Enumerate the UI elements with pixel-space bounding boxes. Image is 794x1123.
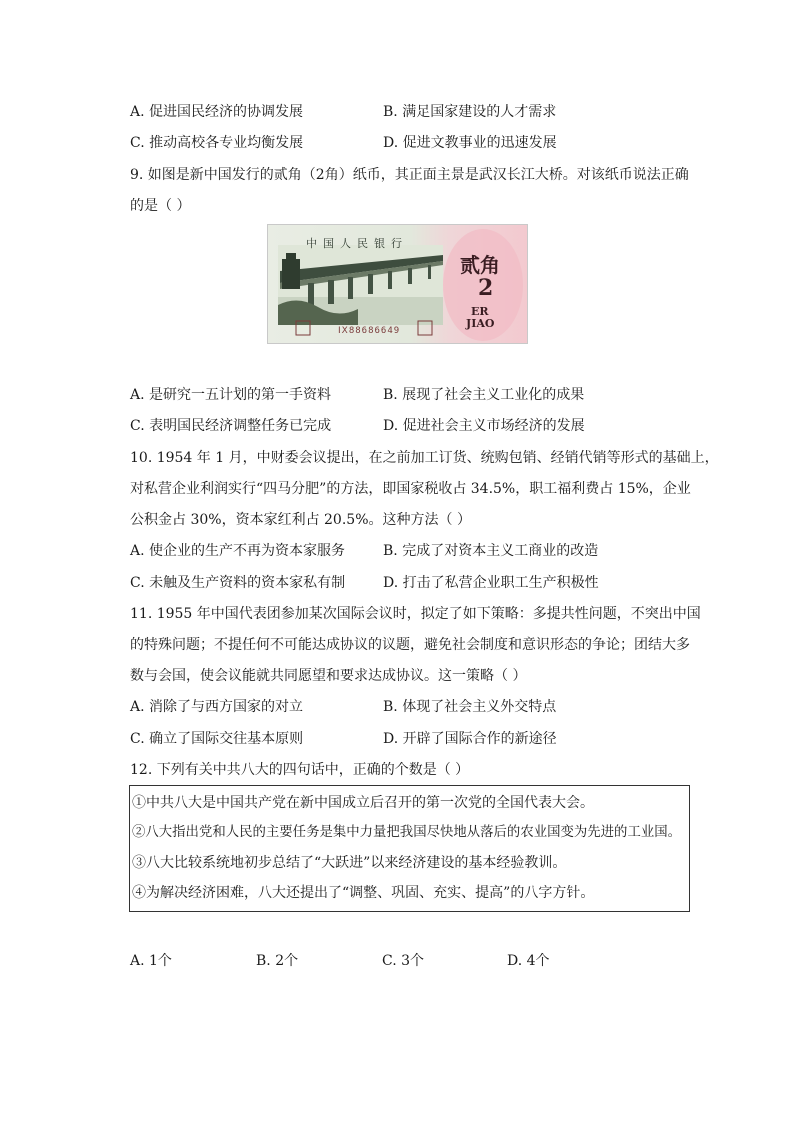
banknote-er: ER — [471, 305, 489, 318]
banknote-image — [267, 224, 528, 344]
q12-statements-box — [129, 785, 690, 912]
q8-option-b: B. 满足国家建设的人才需求 — [383, 104, 557, 120]
q10-stem-line3: 公积金占 30%，资本家红利占 20.5%。这种方法（ ） — [130, 512, 471, 528]
q10-stem-line1: 10. 1954 年 1 月，中财委会议提出，在之前加工订货、统购包销、经销代销等形式的基础上， — [130, 450, 719, 466]
banknote-serial: ⅠⅩ88686649 — [338, 326, 401, 336]
q9-option-c: C. 表明国民经济调整任务已完成 — [130, 418, 332, 434]
q11-stem-line3: 数与会国，使会议能就共同愿望和要求达成协议。这一策略（ ） — [130, 668, 527, 684]
q12-option-d: D. 4个 — [507, 953, 550, 969]
q9-stem-line1: 9. 如图是新中国发行的贰角（2角）纸币，其正面主景是武汉长江大桥。对该纸币说法正确 — [130, 167, 689, 183]
q10-option-c: C. 未触及生产资料的资本家私有制 — [130, 575, 346, 591]
q10-option-a: A. 使企业的生产不再为资本家服务 — [130, 543, 346, 559]
q8-option-c: C. 推动高校各专业均衡发展 — [130, 135, 304, 151]
q9-option-d: D. 促进社会主义市场经济的发展 — [383, 418, 585, 434]
q10-stem-line2: 对私营企业利润实行“四马分肥”的方法，即国家税收占 34.5%，职工福利费占 15%，企业 — [130, 481, 691, 497]
q12-stem: 12. 下列有关中共八大的四句话中，正确的个数是（ ） — [130, 762, 470, 778]
q8-option-d: D. 促进文教事业的迅速发展 — [383, 135, 557, 151]
q9-option-a: A. 是研究一五计划的第一手资料 — [130, 387, 332, 403]
q11-option-c: C. 确立了国际交往基本原则 — [130, 731, 304, 747]
q12-option-c: C. 3个 — [382, 953, 425, 969]
q9-stem-line2: 的是（ ） — [130, 198, 191, 214]
banknote-jiao: JIAO — [466, 317, 495, 330]
q9-option-b: B. 展现了社会主义工业化的成果 — [383, 387, 585, 403]
q12-option-b: B. 2个 — [256, 953, 299, 969]
q12-statement-4: ④为解决经济困难，八大还提出了“调整、巩固、充实、提高”的八字方针。 — [132, 885, 595, 901]
banknote-title: 中国人民银行 — [306, 237, 408, 250]
q11-option-b: B. 体现了社会主义外交特点 — [383, 699, 557, 715]
q10-option-d: D. 打击了私营企业职工生产积极性 — [383, 575, 599, 591]
q11-stem-line1: 11. 1955 年中国代表团参加某次国际会议时，拟定了如下策略：多提共性问题，不突出中国 — [130, 606, 701, 622]
banknote-numeral: 2 — [478, 275, 494, 301]
q11-option-a: A. 消除了与西方国家的对立 — [130, 699, 304, 715]
q12-statement-2: ②八大指出党和人民的主要任务是集中力量把我国尽快地从落后的农业国变为先进的工业国。 — [132, 825, 682, 840]
q8-option-a: A. 促进国民经济的协调发展 — [130, 104, 304, 120]
q10-option-b: B. 完成了对资本主义工商业的改造 — [383, 543, 599, 559]
q12-option-a: A. 1个 — [130, 953, 172, 969]
q11-option-d: D. 开辟了国际合作的新途径 — [383, 731, 557, 747]
q12-statement-1: ①中共八大是中国共产党在新中国成立后召开的第一次党的全国代表大会。 — [132, 795, 594, 811]
banknote-denomination: 贰角 — [460, 253, 500, 277]
q11-stem-line2: 的特殊问题；不提任何不可能达成协议的议题，避免社会制度和意识形态的争论；团结大多 — [130, 637, 690, 653]
q12-statement-3: ③八大比较系统地初步总结了“大跃进”以来经济建设的基本经验教训。 — [132, 855, 567, 871]
